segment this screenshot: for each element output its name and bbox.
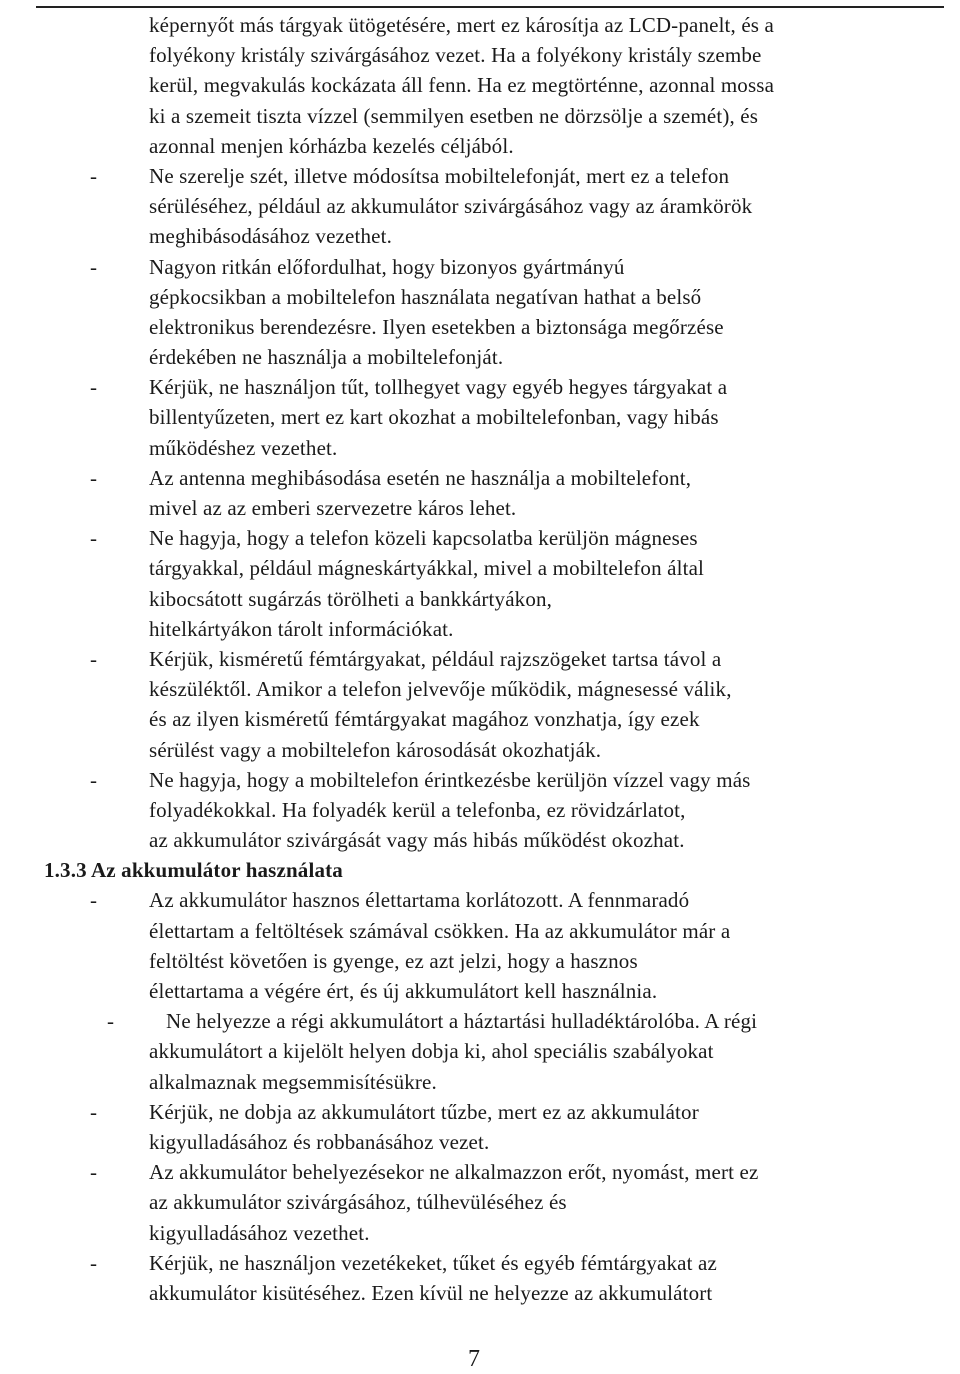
bullet-dash: - <box>107 1009 115 1034</box>
list-item-text: Ne helyezze a régi akkumulátort a háztartási hulladéktárolóba. A régi <box>166 1009 758 1034</box>
bullet-dash: - <box>90 375 98 400</box>
bullet-dash: - <box>90 1160 98 1185</box>
paragraph-line: ki a szemeit tiszta vízzel (semmilyen esetben ne dörzsölje a szemét), és <box>149 103 759 128</box>
list-item-text: Ne szerelje szét, illetve módosítsa mobiltelefonját, mert ez a telefon <box>149 163 730 188</box>
list-item-line: kigyulladásához vezethet. <box>149 1220 370 1245</box>
list-item-first-line <box>44 644 944 674</box>
list-item-line: sérüléséhez, például az akkumulátor szivárgásához vagy az áramkörök <box>149 194 753 219</box>
list-item-text: Az antenna meghibásodása esetén ne használja a mobiltelefont, <box>149 465 692 490</box>
list-item <box>44 372 944 463</box>
list-item <box>44 1248 944 1308</box>
list-item-line: élettartama a végére ért, és új akkumulátort kell használnia. <box>149 979 658 1003</box>
list-item-line: az akkumulátor szivárgását vagy más hibás működést okozhat. <box>149 828 685 853</box>
list-item-line: készüléktől. Amikor a telefon jelvevője működik, mágnesessé válik, <box>149 677 732 702</box>
list-item-line: elektronikus berendezésre. Ilyen esetekben a biztonsága megőrzése <box>149 314 724 339</box>
list-item <box>44 765 944 856</box>
list-item <box>44 1157 944 1248</box>
list-item-text: Ne hagyja, hogy a telefon közeli kapcsolatba kerüljön mágneses <box>149 526 698 551</box>
list-item-line: billentyűzeten, mert ez kart okozhat a mobiltelefonban, vagy hibás <box>149 405 719 430</box>
list-item-line: akkumulátor kisütéséhez. Ezen kívül ne helyezze az akkumulátort <box>149 1280 713 1305</box>
list-item-line: hitelkártyákon tárolt információkat. <box>149 616 454 641</box>
list-item-first-line <box>44 161 944 191</box>
page-number: 7 <box>468 1346 480 1372</box>
list-item <box>44 1006 944 1097</box>
list-item-text: Kérjük, ne használjon vezetékeket, tűket és egyéb fémtárgyakat az <box>149 1250 717 1275</box>
bullet-dash: - <box>90 767 98 792</box>
bullet-dash: - <box>90 1250 98 1275</box>
list-item-first-line <box>44 372 944 402</box>
list-item-line: sérülést vagy a mobiltelefon károsodását okozhatják. <box>149 737 602 762</box>
list-item-line: mivel az az emberi szervezetre káros lehet. <box>149 496 517 520</box>
bullet-dash: - <box>90 465 98 490</box>
battery-bullet-list <box>44 885 944 1308</box>
paragraph-line: képernyőt más tárgyak ütögetésére, mert ez károsítja az LCD-panelt, és a <box>149 13 774 37</box>
list-item-first-line <box>44 885 944 915</box>
list-item <box>44 161 944 252</box>
list-item-line: feltöltést követően is gyenge, ez azt jelzi, hogy a hasznos <box>149 948 638 973</box>
list-item-text: Nagyon ritkán előfordulhat, hogy bizonyos gyártmányú <box>149 254 625 279</box>
bullet-dash: - <box>90 888 98 913</box>
list-item-text: Ne hagyja, hogy a mobiltelefon érintkezésbe kerüljön vízzel vagy más <box>149 767 751 792</box>
list-item <box>44 644 944 765</box>
bullet-dash: - <box>90 526 98 551</box>
top-rule <box>36 6 944 8</box>
list-item-first-line <box>44 1097 944 1127</box>
list-item-first-line <box>44 1006 944 1036</box>
list-item-first-line <box>44 765 944 795</box>
list-item-line: folyadékokkal. Ha folyadék kerül a telefonba, ez rövidzárlatot, <box>149 797 686 822</box>
list-item-first-line <box>44 463 944 493</box>
list-item <box>44 252 944 373</box>
list-item <box>44 523 944 644</box>
safety-bullet-list <box>44 161 944 855</box>
list-item-line: és az ilyen kisméretű fémtárgyakat magához vonzhatja, így ezek <box>149 707 700 732</box>
list-item-first-line <box>44 523 944 553</box>
list-item-line: az akkumulátor szivárgásához, túlhevüléséhez és <box>149 1190 567 1215</box>
section-heading: 1.3.3 Az akkumulátor használata <box>44 858 343 883</box>
paragraph-line: folyékony kristály szivárgásához vezet. Ha a folyékony kristály szembe <box>149 43 762 68</box>
list-item <box>44 1097 944 1157</box>
list-item-text: Az akkumulátor hasznos élettartama korlátozott. A fennmaradó <box>149 888 690 913</box>
list-item-line: működéshez vezethet. <box>149 435 338 460</box>
list-item <box>44 463 944 523</box>
list-item-text: Kérjük, kisméretű fémtárgyakat, például rajzszögeket tartsa távol a <box>149 646 722 671</box>
bullet-dash: - <box>90 646 98 671</box>
bullet-dash: - <box>90 163 98 188</box>
list-item-line: akkumulátort a kijelölt helyen dobja ki, ahol speciális szabályokat <box>149 1039 714 1064</box>
list-item-first-line <box>44 1248 944 1278</box>
list-item <box>44 885 944 1006</box>
list-item-line: élettartam a feltöltések számával csökken. Ha az akkumulátor már a <box>149 918 731 943</box>
list-item-line: érdekében ne használja a mobiltelefonját. <box>149 345 504 370</box>
list-item-text: Kérjük, ne használjon tűt, tollhegyet vagy egyéb hegyes tárgyakat a <box>149 375 728 400</box>
paragraph-line: azonnal menjen kórházba kezelés céljából. <box>149 133 514 158</box>
list-item-first-line <box>44 252 944 282</box>
list-item-text: Az akkumulátor behelyezésekor ne alkalmazzon erőt, nyomást, mert ez <box>149 1160 759 1185</box>
list-item-line: alkalmaznak megsemmisítésükre. <box>149 1069 437 1094</box>
intro-paragraph <box>44 10 944 161</box>
bullet-dash: - <box>90 254 98 279</box>
list-item-line: gépkocsikban a mobiltelefon használata negatívan hathat a belső <box>149 284 702 309</box>
list-item-text: Kérjük, ne dobja az akkumulátort tűzbe, mert ez az akkumulátor <box>149 1099 699 1124</box>
bullet-dash: - <box>90 1099 98 1124</box>
list-item-first-line <box>44 1157 944 1187</box>
list-item-line: kigyulladásához és robbanásához vezet. <box>149 1129 490 1154</box>
list-item-line: kibocsátott sugárzás törölheti a bankkártyákon, <box>149 586 553 611</box>
list-item-line: meghibásodásához vezethet. <box>149 224 392 249</box>
page-text <box>44 10 944 1308</box>
paragraph-line: kerül, megvakulás kockázata áll fenn. Ha ez megtörténne, azonnal mossa <box>149 73 775 98</box>
list-item-line: tárgyakkal, például mágneskártyákkal, mivel a mobiltelefon által <box>149 556 705 581</box>
